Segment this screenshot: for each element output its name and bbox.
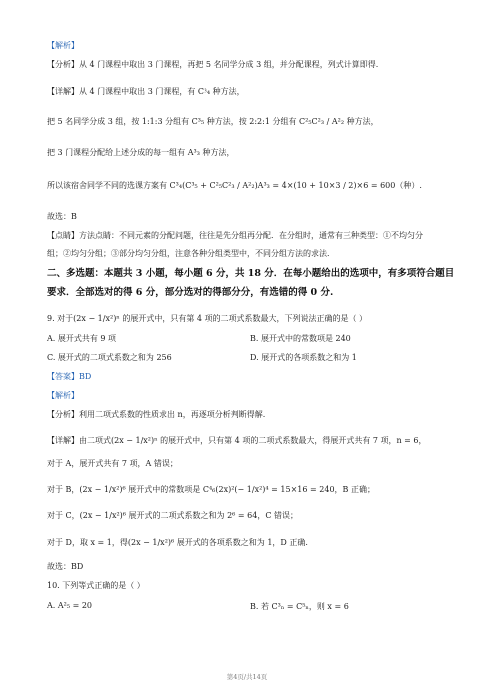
tip-text-2: 组；②均匀分组；③部分均匀分组，注意各种分组类型中，不同分组方法的求法．: [47, 249, 335, 258]
option-a: A. 展开式共有 9 项: [47, 334, 117, 343]
option-d: D. 展开式的各项系数之和为 1: [250, 353, 357, 362]
detail-d: 对于 D，取 x = 1，得(2x − 1/x²)⁶ 展开式的各项系数之和为 1，D 正确.: [47, 538, 308, 547]
analysis-heading-2: 【解析】: [47, 391, 79, 400]
detail-text-4: 【详解】由二项式(2x − 1/x²)ⁿ 的展开式中，只有第 4 项的二项式系数最大，得展开式共有 7 项，n = 6，: [47, 436, 427, 445]
detail-text-2: 把 5 名同学分成 3 组，按 1:1:3 分组有 C³₅ 种方法，按 2:2:1 分组有 C²₅C²₃ / A²₂ 种方法，: [47, 117, 379, 126]
detail-formula: 所以该宿舍同学不同的选课方案有 C³₄(C³₅ + C²₅C²₃ / A²₂)A³₃ = 4×(10 + 10×3 / 2)×6 = 600（种）.: [47, 181, 422, 190]
answer-choice: 故选：B: [47, 212, 77, 221]
detail-c: 对于 C，(2x − 1/x²)⁶ 展开式的二项式系数之和为 2⁶ = 64，C 错误；: [47, 511, 299, 520]
section-heading-2: 要求．全部选对的得 6 分，部分选对的得部分分，有选错的得 0 分.: [47, 287, 334, 298]
detail-text-1: 【详解】从 4 门课程中取出 3 门课程，有 C⁳₄ 种方法，: [47, 87, 245, 96]
detail-text-3: 把 3 门课程分配给上述分成的每一组有 A³₃ 种方法，: [47, 148, 235, 157]
answer-choice-2: 故选：BD: [47, 562, 84, 571]
analysis-text-2: 【分析】利用二项式系数的性质求出 n，再逐项分析判断得解.: [47, 410, 266, 419]
option-c: C. 展开式的二项式系数之和为 256: [47, 353, 172, 362]
tip-text-1: 【点睛】方法点睛：不同元素的分配问题，往往是先分组再分配．在分组时，通常有三种类型：①不均匀分: [47, 231, 423, 240]
detail-b: 对于 B，(2x − 1/x²)⁶ 展开式中的常数项是 C⁴₆(2x)²(− 1/x²)⁴ = 15×16 = 240，B 正确；: [47, 485, 375, 494]
answer-heading: 【答案】BD: [47, 372, 92, 381]
analysis-text: 【分析】从 4 门课程中取出 3 门课程，再把 5 名同学分成 3 组，并分配课程，列式计算即得.: [47, 60, 379, 69]
section-heading-1: 二、多选题：本题共 3 小题，每小题 6 分，共 18 分．在每小题给出的选项中，有多项符合题目: [47, 268, 455, 279]
option-a-2: A. A²₅ = 20: [47, 601, 93, 610]
question-9: 9. 对于(2x − 1/x²)ⁿ 的展开式中，只有第 4 项的二项式系数最大，下列说法正确的是（ ）: [47, 314, 368, 323]
question-10: 10. 下列等式正确的是（ ）: [47, 581, 145, 590]
page-footer: 第4页/共14页: [226, 673, 268, 681]
detail-a: 对于 A，展开式共有 7 项，A 错误；: [47, 459, 178, 468]
analysis-heading: 【解析】: [47, 41, 79, 50]
option-b-2: B. 若 C³ₙ = C⁵ₙ，则 x = 6: [250, 602, 349, 611]
option-b: B. 展开式中的常数项是 240: [250, 334, 351, 343]
